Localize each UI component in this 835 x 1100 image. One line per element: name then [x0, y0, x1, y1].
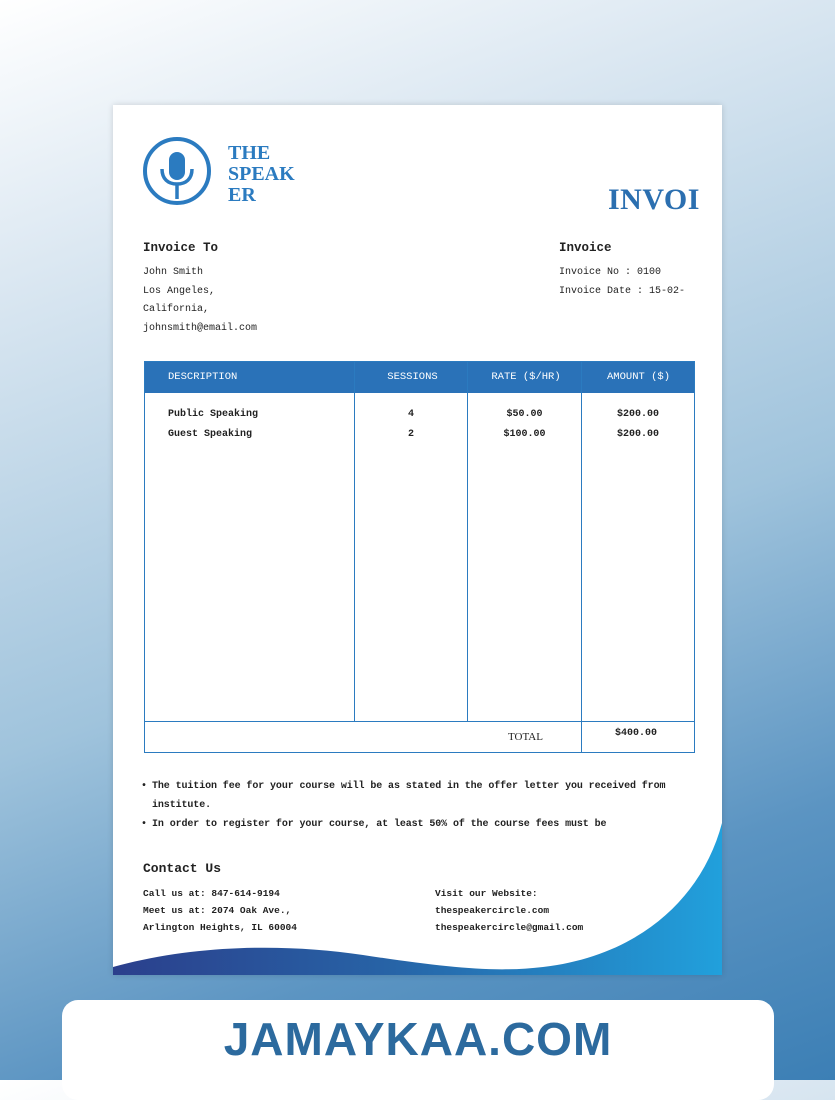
contact-address-1: Meet us at: 2074 Oak Ave.,	[143, 905, 292, 916]
column-divider	[581, 362, 582, 753]
contact-address-2: Arlington Heights, IL 60004	[143, 922, 297, 933]
total-value: $400.00	[615, 728, 658, 739]
invoice-number: Invoice No : 0100	[559, 267, 662, 278]
invoice-date: Invoice Date : 15-02-	[559, 285, 686, 297]
invoice-info-heading: Invoice	[559, 241, 612, 255]
bill-to-heading: Invoice To	[143, 241, 219, 255]
invoice-sheet	[113, 105, 722, 975]
watermark-banner	[62, 1000, 774, 1100]
client-name: John Smith	[143, 267, 204, 278]
logo-line-1: THE	[228, 142, 271, 164]
row-2-description: Guest Speaking	[168, 429, 253, 440]
microphone-icon	[147, 141, 207, 201]
logo-mark	[143, 137, 211, 205]
logo-line-2: SPEAK	[228, 163, 295, 185]
header-rate: RATE ($/HR)	[491, 371, 561, 383]
contact-phone: Call us at: 847-614-9194	[143, 888, 280, 899]
table-header	[145, 362, 694, 393]
logo-text	[228, 143, 295, 206]
row-2-rate: $100.00	[503, 429, 546, 440]
row-1-amount: $200.00	[616, 409, 659, 420]
invoice-info-block	[559, 241, 685, 301]
header-amount: AMOUNT ($)	[606, 371, 670, 383]
header-sessions: SESSIONS	[387, 371, 438, 383]
row-2-sessions: 2	[407, 429, 414, 440]
row-2-amount: $200.00	[616, 429, 659, 440]
contact-right-block	[435, 885, 583, 936]
total-divider	[145, 721, 694, 722]
logo-line-3: ER	[228, 184, 256, 206]
website-link[interactable]: thespeakercircle.com	[435, 905, 550, 916]
line-items-table	[144, 361, 695, 753]
notes-list	[141, 777, 701, 834]
row-1-rate: $50.00	[506, 409, 543, 420]
note-text: The tuition fee for your course will be as stated in the offer letter you received from institute.	[152, 781, 666, 811]
row-1-sessions: 4	[407, 409, 414, 420]
note-item: • The tuition fee for your course will be as stated in the offer letter you received from institute.	[141, 781, 666, 811]
note-text: In order to register for your course, at least 50% of the course fees must be	[152, 819, 607, 830]
banner-text: JAMAYKAA.COM	[223, 1013, 613, 1065]
contact-left-block	[143, 885, 297, 936]
client-email: johnsmith@email.com	[143, 322, 258, 334]
contact-email-link[interactable]: thespeakercircle@gmail.com	[435, 922, 584, 933]
bill-to-block	[143, 241, 257, 338]
website-label: Visit our Website:	[435, 888, 538, 899]
document-title: INVOI	[608, 183, 700, 216]
contact-heading: Contact Us	[143, 861, 222, 876]
total-label: TOTAL	[508, 731, 543, 743]
client-state: California,	[143, 304, 210, 315]
client-city: Los Angeles,	[143, 285, 216, 297]
header-description: DESCRIPTION	[168, 371, 238, 383]
row-1-description: Public Speaking	[168, 409, 259, 420]
note-item: • In order to register for your course, at least 50% of the course fees must be	[141, 819, 607, 830]
